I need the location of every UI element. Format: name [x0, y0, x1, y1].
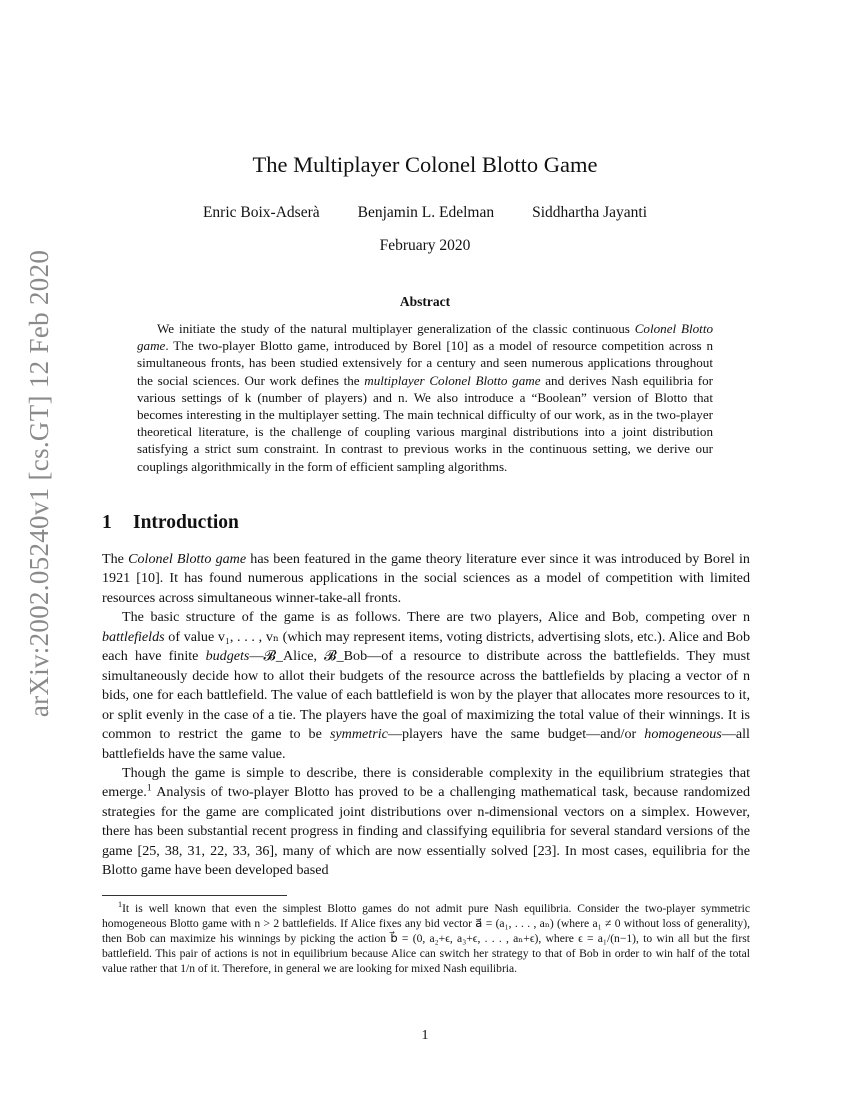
- abstract-text: . The two-player Blotto game, introduced by Borel [10] as a model of resource competition across n simultaneous fronts, has been studied extensively for a century and seen numerous applications throughout the social sciences. Our work defines the: [137, 338, 713, 388]
- paragraph-emphasis: homogeneous: [644, 726, 722, 743]
- paragraph-text: of value v₁, . . . , vₙ (which may represent items, voting districts, advertising slots, etc.). Alice and Bob each have finite: [102, 628, 750, 665]
- abstract-emphasis: multiplayer Colonel Blotto game: [364, 372, 541, 388]
- paragraph-text: Though the game is simple to describe, there is considerable complexity in the equilibrium strategies that emerge.: [102, 764, 750, 801]
- author-name: Enric Boix-Adserà: [202, 204, 320, 221]
- abstract-heading: Abstract: [399, 294, 451, 309]
- publication-date: February 2020: [379, 237, 471, 254]
- paragraph-emphasis: battlefields: [102, 628, 165, 645]
- author-name: Benjamin L. Edelman: [357, 204, 495, 221]
- abstract-emphasis: Colonel Blotto game: [137, 321, 714, 354]
- footnote-text: It is well known that even the simplest Blotto games do not admit pure Nash equilibria. Consider the two-player symmetric homogeneous Blotto game with n > 2 battlefields. If Alice fixes any bid vector a⃗ = (a₁, . . . , aₙ) (where a₁ ≠ 0 without loss of generality), then Bob can maximize his winnings by picking the action b⃗ = (0, a₂+ϵ, a₃+ϵ, . . . , aₙ+ϵ), where ϵ = a₁/(n−1), to win all but the first battlefield. This pair of actions is not in equilibrium because Alice can switch her strategy to that of Bob in order to win half of the total value rather that 1/n of it. Therefore, in general we are looking for mixed Nash equilibria.: [102, 902, 750, 976]
- section-title: Introduction: [133, 512, 239, 533]
- footnote-reference[interactable]: 1: [146, 782, 152, 794]
- author-name: Siddhartha Jayanti: [532, 204, 648, 221]
- page-number: 1: [421, 1028, 429, 1043]
- paragraph: [102, 764, 750, 881]
- paragraph-text: —𝓑_Alice, 𝓑_Bob—of a resource to distribute across the battlefields. They must simultaneously decide how to allot their budgets of the resource across the battlefields by placing a vector of n bids, one for each battlefield. The value of each battlefield is won by the player that allocates more resources to it, or split evenly in the case of a tie. The players have the goal of maximizing the total value of their winnings. It is common to restrict the game to be: [102, 648, 750, 743]
- section-heading: [102, 512, 239, 534]
- abstract-body: [137, 320, 713, 475]
- paragraph-text: —all battlefields have the same value.: [102, 726, 750, 762]
- paragraph-emphasis: symmetric: [329, 726, 388, 743]
- paragraph-emphasis: Colonel Blotto game: [128, 551, 247, 567]
- paragraph-text: —players have the same budget—and/or: [387, 726, 645, 743]
- footnote: [102, 901, 750, 976]
- paragraph: [102, 550, 750, 608]
- footnote-divider: [102, 895, 287, 896]
- abstract-text: and derives Nash equilibria for various settings of k (number of players) and n. We also introduce a “Boolean” version of Blotto that becomes interesting in the multiplayer setting. The main technical difficulty of our work, as in the two-player theoretical literature, is the challenge of coupling various marginal distributions into a joint distribution satisfying a strict sum constraint. In contrast to previous works in the continuous setting, we derive our couplings algorithmically in the form of efficient sampling algorithms.: [137, 372, 714, 474]
- arxiv-identifier-text: arXiv:2002.05240v1 [cs.GT] 12 Feb 2020: [24, 249, 55, 717]
- paper-title: The Multiplayer Colonel Blotto Game: [252, 152, 598, 177]
- author-list: [100, 204, 750, 222]
- paragraph-text: The basic structure of the game is as follows. There are two players, Alice and Bob, competing over n: [122, 609, 750, 626]
- footnote-mark: 1: [118, 900, 123, 910]
- paragraph-text: Analysis of two-player Blotto has proved to be a challenging mathematical task, because randomized strategies for the game are complicated joint distributions over n-dimensional vectors on a simplex. However, there has been substantial recent progress in finding and classifying equilibria for several standard versions of the game [25, 38, 31, 22, 33, 36], many of which are now essentially solved [23]. In most cases, equilibria for the Blotto game have been developed based: [102, 784, 750, 879]
- paragraph-emphasis: budgets: [205, 648, 250, 665]
- arxiv-identifier-stamp: [18, 249, 62, 717]
- paragraph-text: has been featured in the game theory literature ever since it was introduced by Borel in 1921 [10]. It has found numerous applications in the social sciences as a model of competition with limited resources across simultaneous winner-take-all fronts.: [102, 551, 750, 606]
- paragraph-text: The: [102, 551, 129, 567]
- section-number: 1: [102, 512, 112, 533]
- body-text: [102, 550, 750, 881]
- paragraph: [102, 608, 750, 764]
- abstract-text: We initiate the study of the natural multiplayer generalization of the classic continuous: [157, 321, 635, 336]
